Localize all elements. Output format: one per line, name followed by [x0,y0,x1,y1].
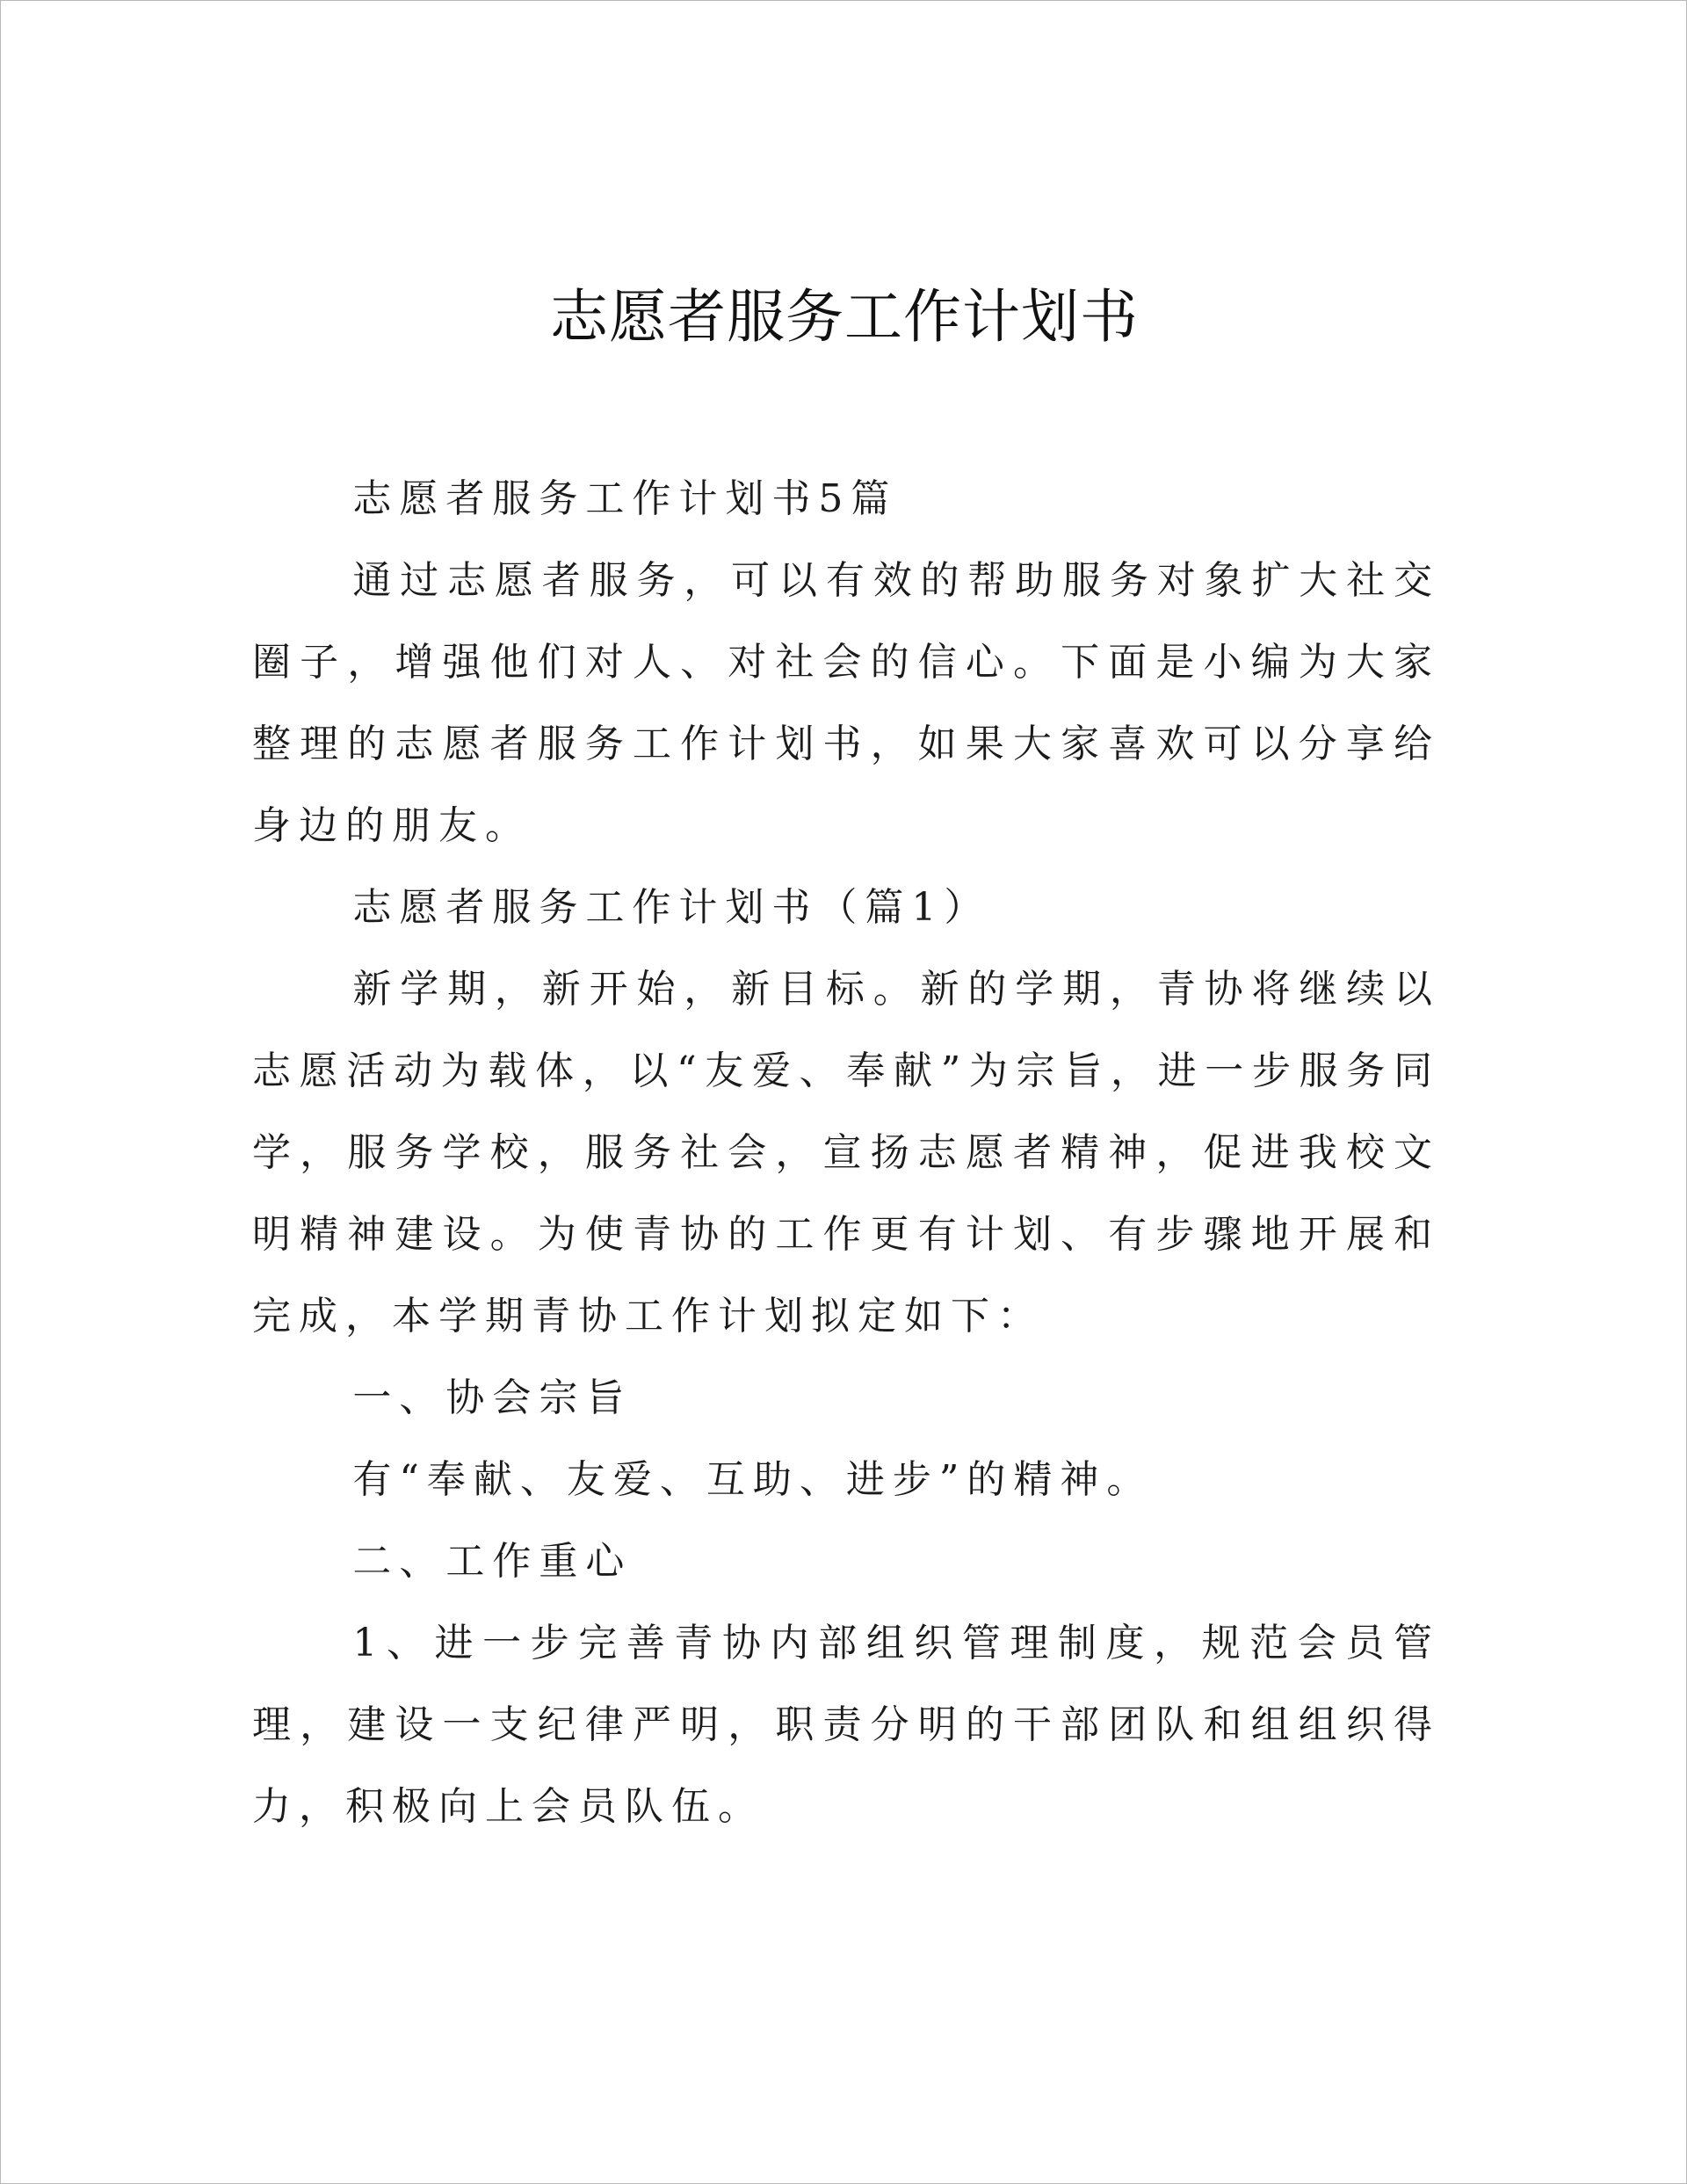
paragraph-subtitle: 志愿者服务工作计划书5篇 [352,476,898,521]
document-body [252,458,1440,1847]
paragraph-heading-purpose: 一、协会宗旨 [352,1375,633,1420]
paragraph-heading-focus: 二、工作重心 [352,1539,633,1584]
document-title: 志愿者服务工作计划书 [550,283,1139,351]
paragraph-overview: 新学期，新开始，新目标。新的学期，青协将继续以志愿活动为载体，以“友爱、奉献”为宗旨，进一步服务同学，服务学校，服务社会，宣扬志愿者精神，促进我校文明精神建设。为使青协的工作更有计划、有步骤地开展和完成，本学期青协工作计划拟定如下： [252,967,1440,1339]
paragraph-intro: 通过志愿者服务，可以有效的帮助服务对象扩大社交圈子，增强他们对人、对社会的信心。下面是小编为大家整理的志愿者服务工作计划书，如果大家喜欢可以分享给身边的朋友。 [252,558,1440,848]
paragraph-focus-item-1: 1、进一步完善青协内部组织管理制度，规范会员管理，建设一支纪律严明，职责分明的干部团队和组组织得力，积极向上会员队伍。 [252,1621,1440,1829]
paragraph-section-heading: 志愿者服务工作计划书（篇1） [352,885,991,930]
paragraph-purpose: 有“奉献、友爱、互助、进步”的精神。 [352,1457,1154,1502]
